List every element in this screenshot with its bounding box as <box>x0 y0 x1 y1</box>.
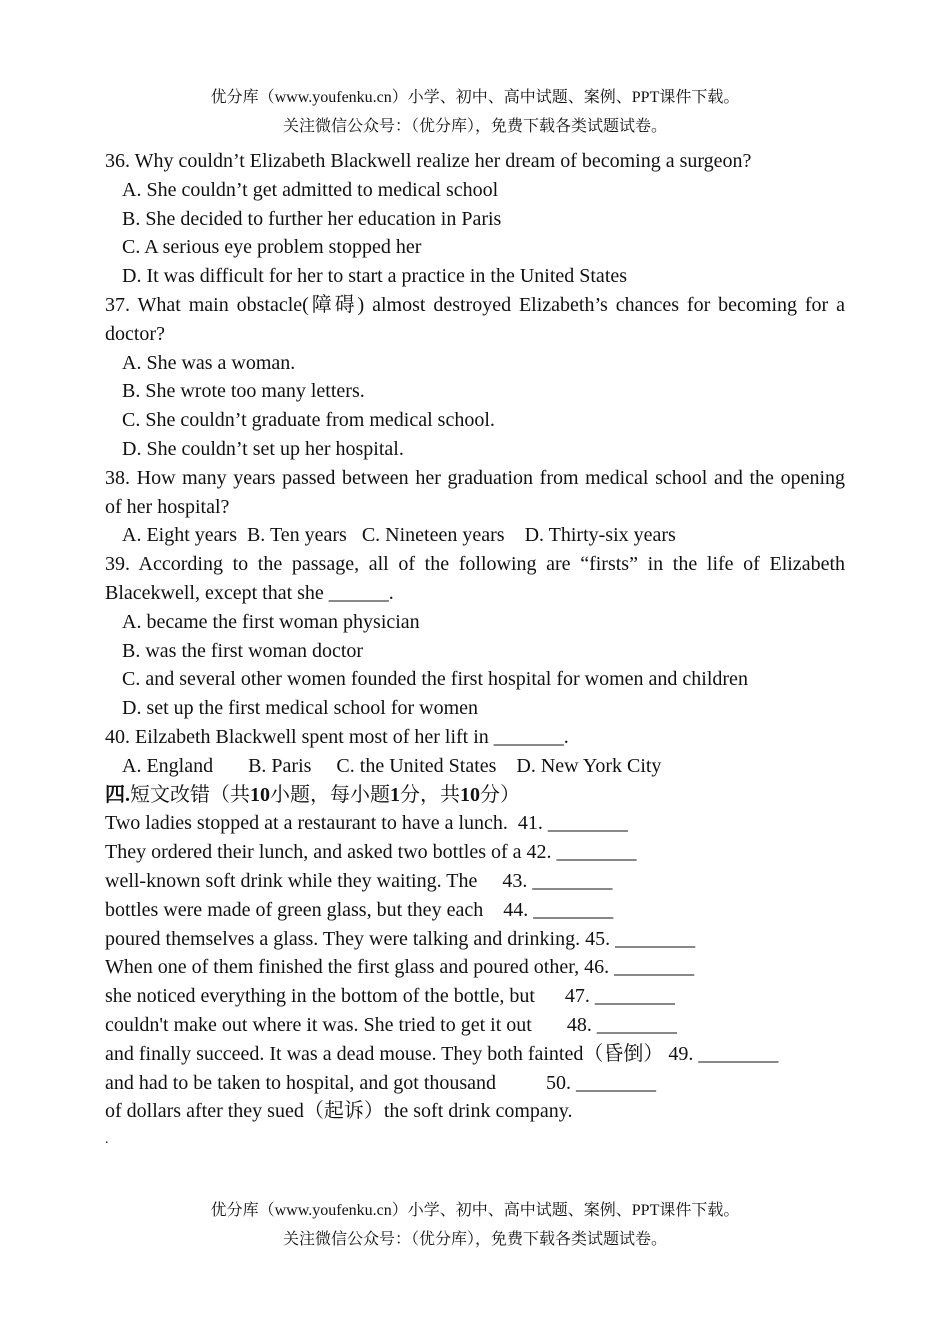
option-d: D. It was difficult for her to start a practice in the United States <box>122 265 628 288</box>
passage-text: she noticed everything in the bottom of the bottle, but <box>105 985 565 1008</box>
question-37 <box>105 291 845 464</box>
passage-text: When one of them finished the first glass and poured other, <box>105 956 585 979</box>
question-stem: 37. What main obstacle(障碍) almost destroyed Elizabeth’s chances for becoming for a doctor? <box>105 293 845 345</box>
error-correction-passage <box>105 809 845 1154</box>
trailing-mark: . <box>105 1132 109 1148</box>
passage-text: and finally succeed. It was a dead mouse. They both fainted（昏倒） <box>105 1042 669 1065</box>
passage-line <box>105 982 845 1011</box>
footer-line-2: 关注微信公众号：（优分库），免费下载各类试题试卷。 <box>282 1231 667 1248</box>
passage-line <box>105 1040 845 1069</box>
passage-text: Two ladies stopped at a restaurant to have a lunch. <box>105 812 518 835</box>
answer-blank: 45. ________ <box>585 927 696 950</box>
passage-text: bottles were made of green glass, but they each <box>105 898 504 921</box>
passage-text: couldn't make out where it was. She tried to get it out <box>105 1013 567 1036</box>
answer-blank: 48. ________ <box>566 1013 677 1036</box>
passage-text: poured themselves a glass. They were talking and drinking. <box>105 927 586 950</box>
section-title-part: 分，共 <box>400 783 460 806</box>
answer-blank: 47. ________ <box>564 985 675 1008</box>
options-inline: A. Eight years B. Ten years C. Nineteen years D. Thirty-six years <box>122 524 676 547</box>
section-title-part: 小题，每小题 <box>270 783 390 806</box>
question-stem: 38. How many years passed between her graduation from medical school and the opening of her hospital? <box>105 466 845 518</box>
option-b: B. was the first woman doctor <box>122 639 364 662</box>
section-title-part: 短文改错（共 <box>130 783 250 806</box>
options-inline: A. England B. Paris C. the United States D. New York City <box>122 754 662 777</box>
option-b: B. She decided to further her education in Paris <box>122 207 502 230</box>
passage-line <box>105 953 845 982</box>
question-stem: 39. According to the passage, all of the following are “firsts” in the life of Elizabeth Blacekwell, except that she ______. <box>105 553 845 604</box>
option-d: D. She couldn’t set up her hospital. <box>122 437 404 460</box>
option-d: D. set up the first medical school for women <box>122 697 479 720</box>
section-points-each: 1 <box>390 783 400 806</box>
section-points-total: 10 <box>460 783 480 806</box>
option-a: A. She couldn’t get admitted to medical school <box>122 178 499 201</box>
section-prefix: 四. <box>105 783 130 806</box>
option-b: B. She wrote too many letters. <box>122 380 365 403</box>
passage-line <box>105 925 845 954</box>
answer-blank: 44. ________ <box>503 898 614 921</box>
passage-line <box>105 896 845 925</box>
page-footer <box>0 1196 950 1254</box>
passage-line <box>105 867 845 896</box>
page-content <box>105 147 845 1154</box>
passage-line <box>105 1097 845 1126</box>
section-heading <box>105 781 845 810</box>
question-36 <box>105 147 845 291</box>
answer-blank: 50. ________ <box>546 1071 657 1094</box>
option-c: C. She couldn’t graduate from medical school. <box>122 409 495 432</box>
question-39 <box>105 550 845 723</box>
header-line-2: 关注微信公众号：（优分库），免费下载各类试题试卷。 <box>282 118 667 135</box>
passage-line <box>105 1069 845 1098</box>
option-c: C. and several other women founded the first hospital for women and children <box>122 668 748 691</box>
question-38 <box>105 464 845 550</box>
section-count: 10 <box>250 783 270 806</box>
question-stem: 40. Eilzabeth Blackwell spent most of her lift in _______. <box>105 725 569 748</box>
option-c: C. A serious eye problem stopped her <box>122 236 422 259</box>
answer-blank: 46. ________ <box>584 956 695 979</box>
passage-text: and had to be taken to hospital, and got thousand <box>105 1071 547 1094</box>
passage-text: of dollars after they sued（起诉）the soft drink company. <box>105 1100 573 1123</box>
footer-line-1: 优分库（www.youfenku.cn）小学、初中、高中试题、案例、PPT课件下载。 <box>210 1202 740 1219</box>
answer-blank: 43. ________ <box>502 869 613 892</box>
answer-blank: 42. ________ <box>526 841 637 864</box>
section-title-part: 分） <box>480 783 520 806</box>
page-header <box>0 83 950 141</box>
question-stem: 36. Why couldn’t Elizabeth Blackwell realize her dream of becoming a surgeon? <box>105 150 752 172</box>
option-a: A. became the first woman physician <box>122 610 420 633</box>
passage-text: well-known soft drink while they waiting. The <box>105 869 503 892</box>
question-40 <box>105 723 845 781</box>
answer-blank: 41. ________ <box>517 812 628 835</box>
passage-line <box>105 809 845 838</box>
passage-line <box>105 838 845 867</box>
answer-blank: 49. ________ <box>668 1042 779 1065</box>
option-a: A. She was a woman. <box>122 351 296 374</box>
passage-text: They ordered their lunch, and asked two bottles of a <box>105 841 527 864</box>
header-line-1: 优分库（www.youfenku.cn）小学、初中、高中试题、案例、PPT课件下载。 <box>210 89 740 106</box>
passage-line <box>105 1011 845 1040</box>
